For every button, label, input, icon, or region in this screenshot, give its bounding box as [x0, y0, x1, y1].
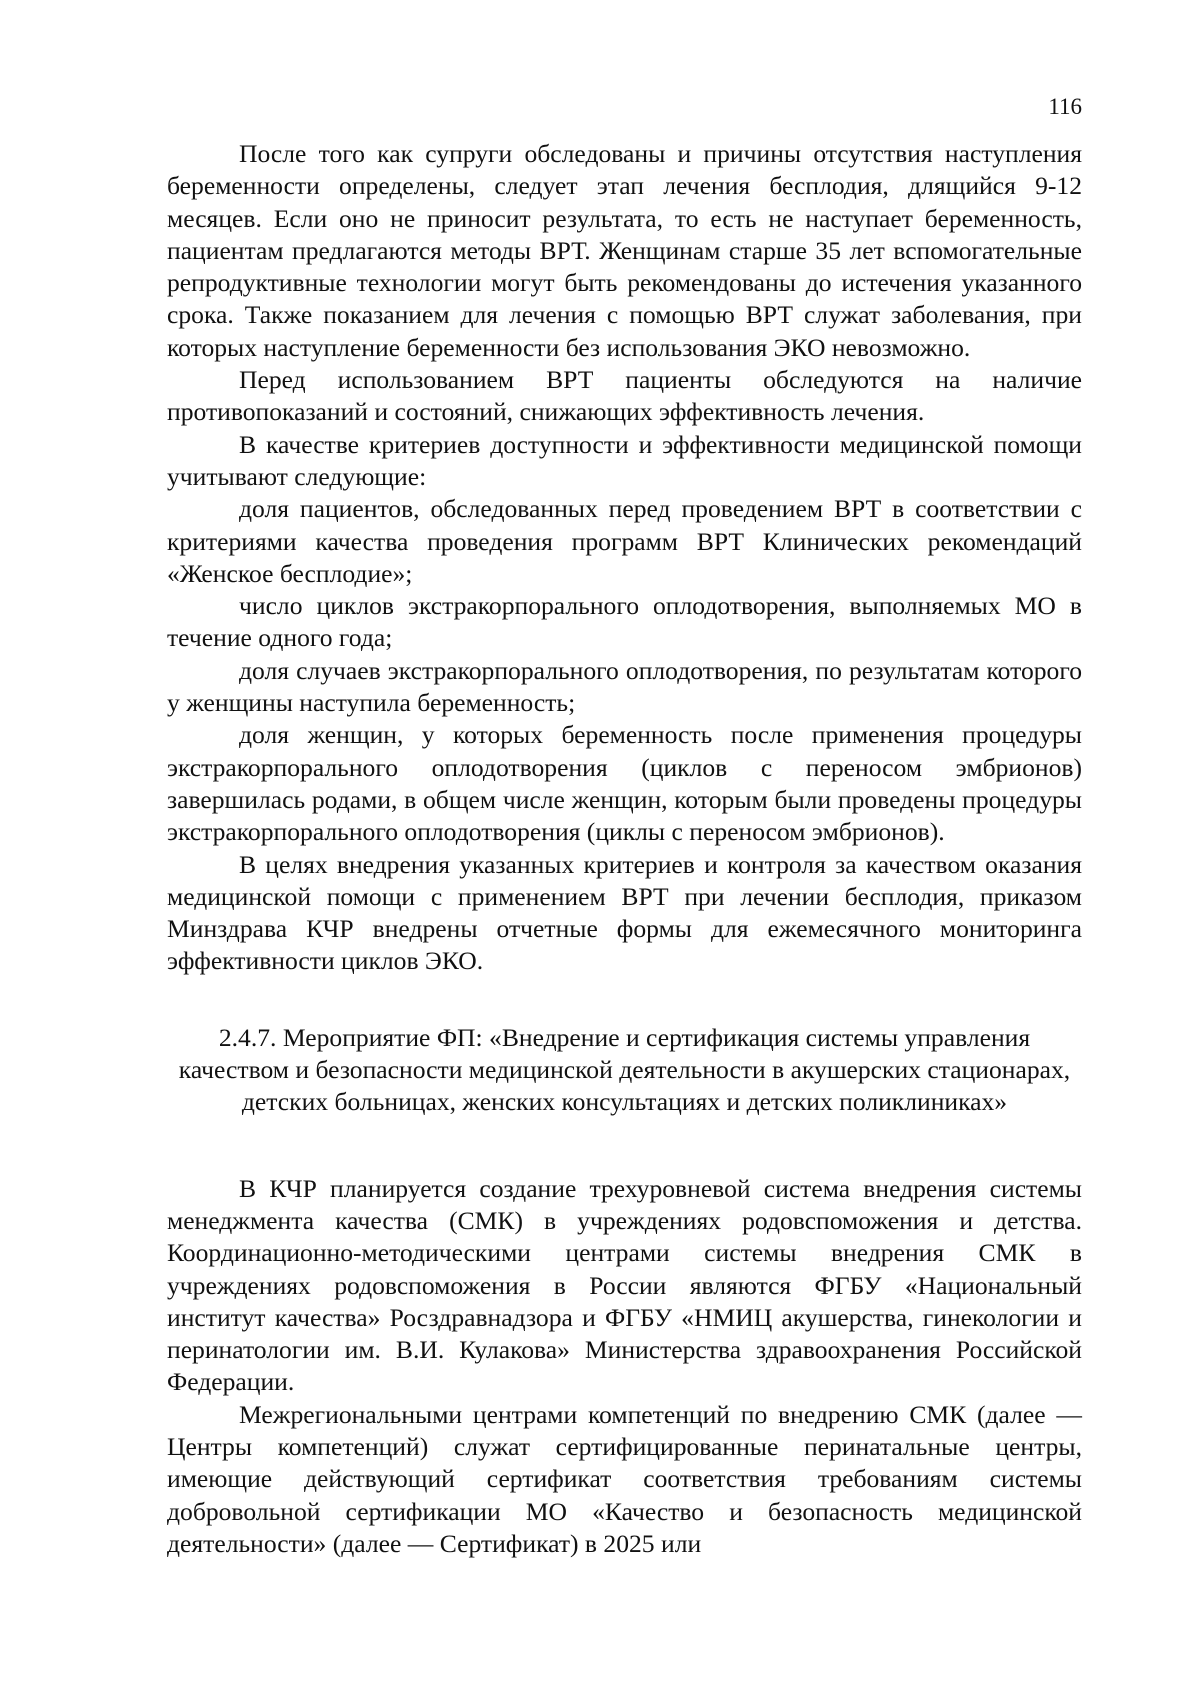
section-heading: 2.4.7. Мероприятие ФП: «Внедрение и сертификация системы управления качеством и безопасности медицинской деятельности в акушерских стационарах, детских больницах, женских консультациях и детских поликлиниках» — [178, 1022, 1071, 1117]
list-item: доля женщин, у которых беременность после применения процедуры экстракорпорального оплодотворения (циклов с переносом эмбрионов) завершилась родами, в общем числе женщин, которым были проведены процедуры экстракорпорального оплодотворения (циклы с переносом эмбрионов). — [167, 720, 1082, 847]
paragraph: Перед использованием ВРТ пациенты обследуются на наличие противопоказаний и состояний, снижающих эффективность лечения. — [167, 365, 1082, 427]
paragraph: В КЧР планируется создание трехуровневой система внедрения системы менеджмента качества (СМК) в учреждениях родовспоможения и детства. Координационно-методическими центрами системы внедрения СМК в учреждениях родовспоможения в России являются ФГБУ «Национальный институт качества» Росздравнадзора и ФГБУ «НМИЦ акушерства, гинекологии и перинатологии им. В.И. Кулакова» Министерства здравоохранения Российской Федерации. — [167, 1173, 1082, 1397]
list-item: доля пациентов, обследованных перед проведением ВРТ в соответствии с критериями качества проведения программ ВРТ Клинических рекомендаций «Женское бесплодие»; — [167, 494, 1082, 588]
paragraph: В качестве критериев доступности и эффективности медицинской помощи учитывают следующие: — [167, 429, 1082, 491]
page-number: 116 — [1048, 94, 1082, 119]
paragraph: В целях внедрения указанных критериев и контроля за качеством оказания медицинской помощи с применением ВРТ при лечении бесплодия, приказом Минздрава КЧР внедрены отчетные формы для ежемесячного мониторинга эффективности циклов ЭКО. — [167, 849, 1082, 976]
document-body — [167, 138, 1082, 1560]
paragraph: Межрегиональными центрами компетенций по внедрению СМК (далее — Центры компетенций) служат сертифицированные перинатальные центры, имеющие действующий сертификат соответствия требованиям системы добровольной сертификации МО «Качество и безопасность медицинской деятельности» (далее — Сертификат) в 2025 или — [167, 1399, 1082, 1558]
list-item: число циклов экстракорпорального оплодотворения, выполняемых МО в течение одного года; — [167, 591, 1082, 653]
paragraph: После того как супруги обследованы и причины отсутствия наступления беременности определены, следует этап лечения бесплодия, длящийся 9-12 месяцев. Если оно не приносит результата, то есть не наступает беременность, пациентам предлагаются методы ВРТ. Женщинам старше 35 лет вспомогательные репродуктивные технологии могут быть рекомендованы до истечения указанного срока. Также показанием для лечения с помощью ВРТ служат заболевания, при которых наступление беременности без использования ЭКО невозможно. — [167, 139, 1082, 362]
list-item: доля случаев экстракорпорального оплодотворения, по результатам которого у женщины наступила беременность; — [167, 655, 1082, 718]
